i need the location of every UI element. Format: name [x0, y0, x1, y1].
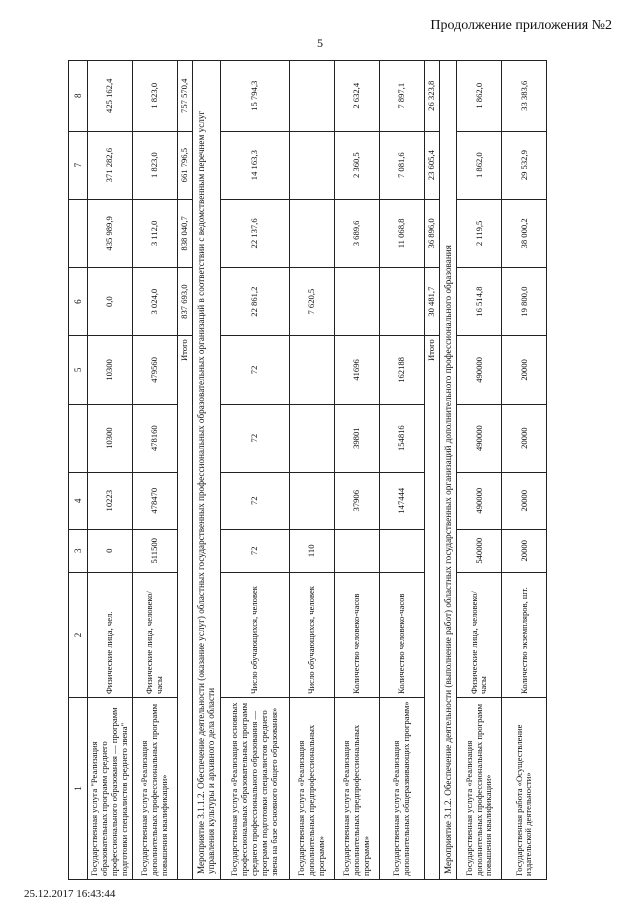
cell: 1 862,0	[457, 61, 502, 132]
col-head	[69, 404, 88, 472]
cell	[335, 268, 380, 336]
cell: 490000	[457, 404, 502, 472]
service-name: Государственная услуга "Реализация образовательных программ среднего профессионального образования — программ подготовки специалистов среднего звена"	[88, 698, 133, 880]
table-row	[133, 61, 178, 880]
cell: 0,0	[88, 268, 133, 336]
page-number: 5	[317, 36, 323, 50]
cell: 2 632,4	[335, 61, 380, 132]
cell: 3 024,0	[133, 268, 178, 336]
print-timestamp: 25.12.2017 16:43:44	[24, 888, 116, 900]
cell: 11 068,8	[380, 199, 425, 267]
unit: Число обучающихся, человек	[290, 572, 335, 697]
service-name: Государственная услуга «Реализация дополнительных профессиональных программ повышения квалификации»	[133, 698, 178, 880]
cell: 147444	[380, 472, 425, 529]
cell: 22 861,2	[221, 268, 290, 336]
col-head: 7	[69, 131, 88, 199]
cell: 26 323,8	[425, 61, 440, 132]
table-row	[88, 61, 133, 880]
section-title: Мероприятие 3.1.2. Обеспечение деятельности (выполнение работ) областных государственных организаций дополнительного профессионального образования	[439, 61, 457, 880]
cell: 41696	[335, 336, 380, 404]
cell: 0	[88, 529, 133, 572]
cell	[380, 529, 425, 572]
col-head: 8	[69, 61, 88, 132]
cell: 20000	[502, 336, 547, 404]
total-label: Итого	[178, 336, 193, 880]
cell: 425 162,4	[88, 61, 133, 132]
cell: 7 897,1	[380, 61, 425, 132]
cell: 72	[221, 472, 290, 529]
cell: 20000	[502, 404, 547, 472]
cell	[290, 472, 335, 529]
total-label: Итого	[425, 336, 440, 880]
cell: 490000	[457, 336, 502, 404]
budget-table	[68, 60, 547, 880]
table-row	[380, 61, 425, 880]
cell	[380, 268, 425, 336]
cell: 14 163,3	[221, 131, 290, 199]
table-row	[221, 61, 290, 880]
table-row	[502, 61, 547, 880]
col-head: 1	[69, 698, 88, 880]
cell: 1 823,0	[133, 61, 178, 132]
cell	[290, 61, 335, 132]
table-row	[335, 61, 380, 880]
cell: 33 383,6	[502, 61, 547, 132]
section-row	[192, 61, 220, 880]
cell: 23 605,4	[425, 131, 440, 199]
cell: 36 896,0	[425, 199, 440, 267]
cell	[335, 529, 380, 572]
cell: 7 081,6	[380, 131, 425, 199]
cell: 72	[221, 336, 290, 404]
cell: 72	[221, 404, 290, 472]
table-row	[290, 61, 335, 880]
total-row	[425, 61, 440, 880]
cell: 478470	[133, 472, 178, 529]
col-head: 6	[69, 268, 88, 336]
col-head: 3	[69, 529, 88, 572]
unit: Количество человеко-часов	[335, 572, 380, 697]
cell	[290, 131, 335, 199]
cell: 38 000,2	[502, 199, 547, 267]
cell: 10300	[88, 404, 133, 472]
cell: 22 137,6	[221, 199, 290, 267]
cell: 110	[290, 529, 335, 572]
cell: 837 693,0	[178, 268, 193, 336]
total-row	[178, 61, 193, 880]
cell: 540000	[457, 529, 502, 572]
service-name: Государственная услуга «Реализация дополнительных общеразвивающих программ»	[380, 698, 425, 880]
section-title: Мероприятие 3.1.1.2. Обеспечение деятельности (оказание услуг) областных государственных профессиональных образовательных организаций в соответствии с ведомственным перечнем услуг управления культуры и архивного дела области	[192, 61, 220, 880]
cell: 478160	[133, 404, 178, 472]
service-name: Государственная работа «Осуществление издательской деятельности»	[502, 698, 547, 880]
rotated-table-region	[68, 60, 628, 880]
cell	[290, 404, 335, 472]
cell: 661 796,5	[178, 131, 193, 199]
column-number-row	[69, 61, 88, 880]
col-head	[69, 199, 88, 267]
cell: 20000	[502, 529, 547, 572]
col-head: 4	[69, 472, 88, 529]
cell	[290, 336, 335, 404]
cell: 15 794,3	[221, 61, 290, 132]
cell: 511500	[133, 529, 178, 572]
unit: Физические лица, человеко/часы	[133, 572, 178, 697]
cell: 479560	[133, 336, 178, 404]
cell: 1 823,0	[133, 131, 178, 199]
cell: 838 040,7	[178, 199, 193, 267]
cell: 20000	[502, 472, 547, 529]
unit: Физические лица, человеко/часы	[457, 572, 502, 697]
cell: 39801	[335, 404, 380, 472]
cell: 435 989,9	[88, 199, 133, 267]
cell: 30 481,7	[425, 268, 440, 336]
col-head: 5	[69, 336, 88, 404]
table-row	[457, 61, 502, 880]
cell	[290, 199, 335, 267]
service-name: Государственная услуга «Реализация основных профессиональных образовательных программ среднего профессионального образования — программ подготовки специалистов среднего звена на базе основного общего образования»	[221, 698, 290, 880]
cell: 490000	[457, 472, 502, 529]
cell: 10300	[88, 336, 133, 404]
col-head: 2	[69, 572, 88, 697]
cell: 16 514,8	[457, 268, 502, 336]
unit: Число обучающихся, человек	[221, 572, 290, 697]
unit: Физические лица, чел.	[88, 572, 133, 697]
cell: 2 360,5	[335, 131, 380, 199]
cell: 154816	[380, 404, 425, 472]
service-name: Государственная услуга «Реализация дополнительных профессиональных программ повышения квалификации»	[457, 698, 502, 880]
cell: 757 570,4	[178, 61, 193, 132]
service-name: Государственная услуга «Реализация дополнительных предпрофессиональных программ»	[290, 698, 335, 880]
cell: 72	[221, 529, 290, 572]
cell: 37906	[335, 472, 380, 529]
appendix-note: Продолжение приложения №2	[430, 18, 612, 33]
unit: Количество экземпляров, шт.	[502, 572, 547, 697]
cell: 371 282,6	[88, 131, 133, 199]
cell: 3 112,0	[133, 199, 178, 267]
cell: 1 862,0	[457, 131, 502, 199]
unit: Количество человеко-часов	[380, 572, 425, 697]
service-name: Государственная услуга «Реализация дополнительных предпрофессиональных программ»	[335, 698, 380, 880]
cell: 7 620,5	[290, 268, 335, 336]
section-row	[439, 61, 457, 880]
cell: 2 119,5	[457, 199, 502, 267]
cell: 19 800,0	[502, 268, 547, 336]
cell: 3 689,6	[335, 199, 380, 267]
cell: 162188	[380, 336, 425, 404]
cell: 29 532,9	[502, 131, 547, 199]
cell: 10223	[88, 472, 133, 529]
